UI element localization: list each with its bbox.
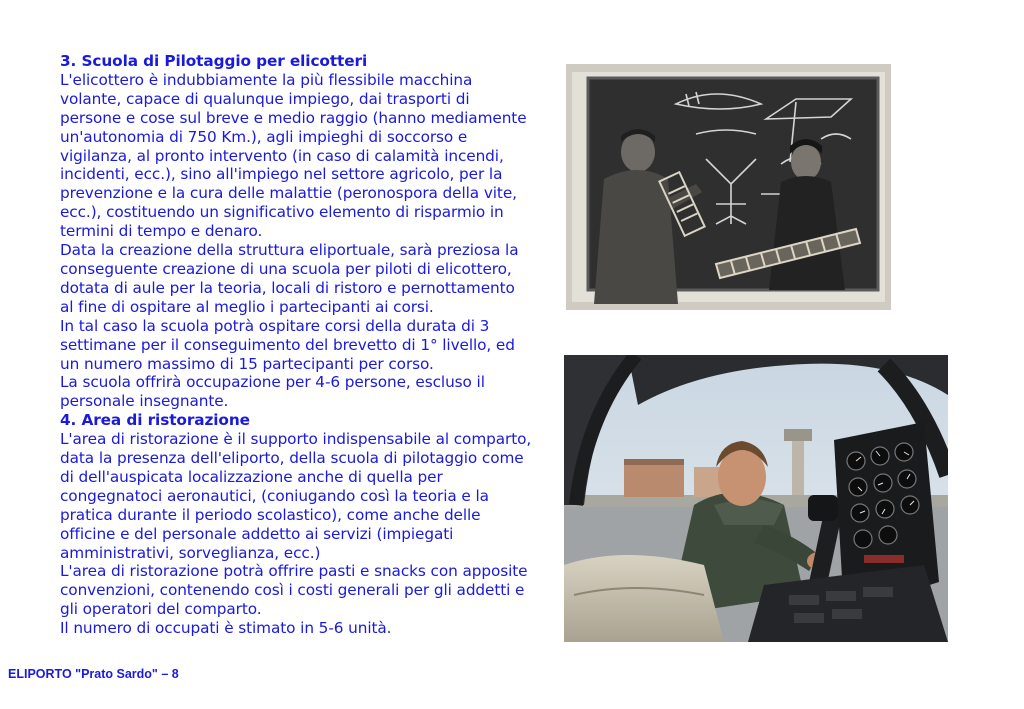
section-4-line: data la presenza dell'eliporto, della scuola di pilotaggio come <box>60 449 524 468</box>
section-3-line: In tal caso la scuola potrà ospitare corsi della durata di 3 <box>60 316 490 335</box>
section-4-line: gli operatori del comparto. <box>60 600 262 619</box>
section-3-line: termini di tempo e denaro. <box>60 222 263 241</box>
page-footer: ELIPORTO "Prato Sardo" – 8 <box>8 667 179 681</box>
section-4-line: L'area di ristorazione potrà offrire pasti e snacks con apposite <box>60 562 528 581</box>
section-3-line: un numero massimo di 15 partecipanti per corso. <box>60 354 434 373</box>
section-4-line: Il numero di occupati è stimato in 5-6 unità. <box>60 619 392 638</box>
section-3-line: al fine di ospitare al meglio i partecipanti ai corsi. <box>60 297 434 316</box>
section-3-line: dotata di aule per la teoria, locali di ristoro e pernottamento <box>60 278 515 297</box>
cockpit-photo-drawing <box>564 355 948 642</box>
section-4-line: L'area di ristorazione è il supporto indispensabile al comparto, <box>60 430 532 449</box>
section-3-line: ecc.), costituendo un significativo elemento di risparmio in <box>60 203 504 222</box>
section-3-line: vigilanza, al pronto intervento (in caso di calamità incendi, <box>60 146 504 165</box>
section-4-line: pratica durante il periodo scolastico), come anche delle <box>60 505 481 524</box>
section-4-heading: 4. Area di ristorazione <box>60 411 250 430</box>
section-3-line: incidenti, ecc.), sino all'impiego nel settore agricolo, per la <box>60 165 503 184</box>
section-4-line: convenzioni, contenendo così i costi generali per gli addetti e <box>60 581 525 600</box>
section-3-line: un'autonomia di 750 Km.), agli impieghi di soccorso e <box>60 127 468 146</box>
section-3-heading: 3. Scuola di Pilotaggio per elicotteri <box>60 52 368 70</box>
section-4-line: di dell'auspicata localizzazione anche di quella per <box>60 467 443 486</box>
section-3-line: Data la creazione della struttura eliportuale, sarà preziosa la <box>60 241 519 260</box>
section-3-line: settimane per il conseguimento del brevetto di 1° livello, ed <box>60 335 515 354</box>
main-text-column <box>60 52 560 638</box>
section-3-line: La scuola offrirà occupazione per 4-6 persone, escluso il <box>60 373 485 392</box>
classroom-photo <box>566 64 891 310</box>
classroom-photo-drawing <box>566 64 891 310</box>
section-4-line: amministrativi, sorveglianza, ecc.) <box>60 543 321 562</box>
section-3-line: prevenzione e la cura delle malattie (peronospora della vite, <box>60 184 517 203</box>
section-3-line: volante, capace di qualunque impiego, dai trasporti di <box>60 89 470 108</box>
section-3-line: personale insegnante. <box>60 392 229 411</box>
section-3-line: conseguente creazione di una scuola per piloti di elicottero, <box>60 259 512 278</box>
section-3-line: L'elicottero è indubbiamente la più flessibile macchina <box>60 70 473 89</box>
section-4-line: congegnatoci aeronautici, (coniugando così la teoria e la <box>60 486 489 505</box>
section-4-line: officine e del personale addetto ai servizi (impiegati <box>60 524 454 543</box>
section-3-line: persone e cose sul breve e medio raggio (hanno mediamente <box>60 108 527 127</box>
cockpit-photo <box>564 355 948 642</box>
